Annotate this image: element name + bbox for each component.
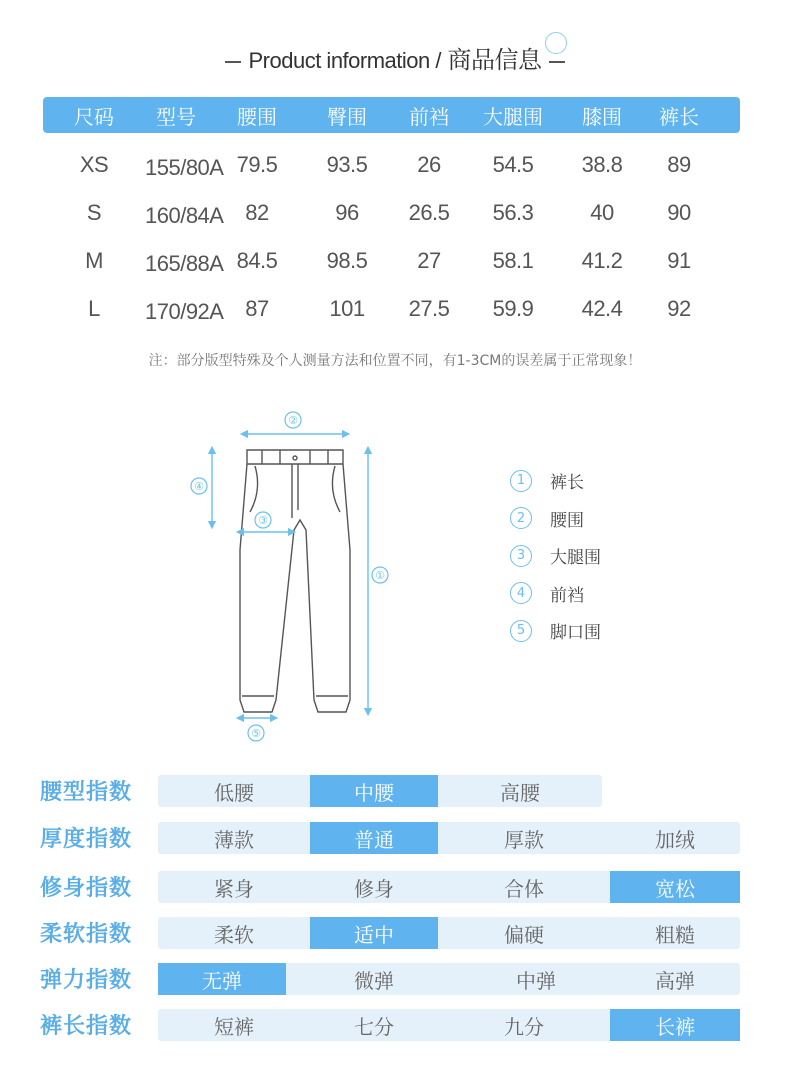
header-thigh: 大腿围 (483, 104, 543, 129)
table-row (43, 241, 740, 281)
cell-length: 92 (667, 296, 691, 321)
index-option-selected: 中腰 (310, 775, 438, 807)
index-option-selected: 长裤 (610, 1009, 740, 1041)
header-length: 裤长 (659, 104, 699, 129)
index-option-selected: 普通 (310, 822, 438, 854)
index-option: 薄款 (214, 827, 254, 852)
legend-label: 裤长 (550, 473, 584, 494)
title-dash-right (549, 61, 565, 63)
legend-number: 5 (510, 620, 532, 642)
cell-knee: 41.2 (581, 248, 623, 273)
cell-thigh: 58.1 (492, 248, 534, 273)
table-row (43, 289, 740, 329)
index-option: 柔软 (214, 922, 254, 947)
diagram-legend (510, 462, 601, 650)
cell-waist: 87 (245, 296, 269, 321)
index-option: 修身 (354, 876, 394, 901)
cell-waist: 79.5 (236, 152, 278, 177)
cell-thigh: 54.5 (492, 152, 534, 177)
cell-thigh: 59.9 (492, 296, 534, 321)
title-cn: 商品信息 (447, 46, 542, 74)
marker-2: ② (288, 414, 298, 427)
cell-front-rise: 26.5 (408, 200, 450, 225)
cell-size: S (86, 200, 102, 225)
header-size: 尺码 (74, 104, 114, 129)
cell-model: 155/80A (145, 155, 224, 180)
index-bar-stretch (158, 963, 740, 995)
cell-hip: 93.5 (326, 152, 368, 177)
index-option: 九分 (504, 1014, 544, 1039)
legend-label: 脚口围 (550, 623, 601, 644)
index-option: 厚款 (504, 827, 544, 852)
cell-thigh: 56.3 (492, 200, 534, 225)
index-label-fit: 修身指数 (40, 876, 133, 901)
title-dash-left (225, 61, 241, 63)
cell-size: L (88, 296, 100, 321)
pants-outline-icon (240, 450, 350, 712)
cell-hip: 101 (329, 296, 365, 321)
index-label-waist: 腰型指数 (40, 780, 133, 805)
header-front-rise: 前裆 (409, 104, 449, 129)
marker-3: ③ (258, 514, 268, 527)
cell-knee: 38.8 (581, 152, 623, 177)
index-option: 短裤 (214, 1014, 254, 1039)
cell-length: 90 (667, 200, 691, 225)
index-option: 微弹 (354, 968, 394, 993)
pants-measurement-diagram (180, 400, 420, 750)
size-table-header (43, 97, 740, 133)
measurement-note: 注：部分版型特殊及个人测量方法和位置不同，有1-3CM的误差属于正常现象！ (148, 353, 642, 369)
cell-length: 91 (667, 248, 691, 273)
cell-knee: 40 (590, 200, 614, 225)
legend-item (510, 500, 601, 538)
cell-hip: 98.5 (326, 248, 368, 273)
legend-label: 腰围 (550, 510, 584, 531)
cell-size: XS (79, 152, 109, 177)
index-option-selected: 宽松 (610, 871, 740, 903)
index-bar-fit (158, 871, 740, 903)
index-option: 合体 (504, 876, 544, 901)
legend-number: 2 (510, 507, 532, 529)
index-option: 加绒 (655, 827, 695, 852)
index-label-softness: 柔软指数 (40, 922, 133, 947)
header-model: 型号 (156, 104, 196, 129)
cell-front-rise: 26 (417, 152, 441, 177)
legend-label: 大腿围 (550, 548, 601, 569)
marker-4: ④ (194, 480, 204, 493)
cell-size: M (85, 248, 103, 273)
index-label-stretch: 弹力指数 (40, 968, 133, 993)
header-hip: 臀围 (327, 104, 367, 129)
index-bar-softness (158, 917, 740, 949)
index-label-length: 裤长指数 (40, 1014, 133, 1039)
cell-model: 160/84A (145, 203, 224, 228)
cell-front-rise: 27.5 (408, 296, 450, 321)
decorative-circle-icon (545, 32, 567, 54)
cell-hip: 96 (335, 200, 359, 225)
index-bar-waist (158, 775, 602, 807)
index-option: 高弹 (655, 968, 695, 993)
legend-number: 3 (510, 545, 532, 567)
index-label-thickness: 厚度指数 (40, 827, 133, 852)
cell-model: 170/92A (145, 299, 224, 324)
table-row (43, 193, 740, 233)
index-bar-length (158, 1009, 740, 1041)
cell-front-rise: 27 (417, 248, 441, 273)
cell-model: 165/88A (145, 251, 224, 276)
cell-waist: 84.5 (236, 248, 278, 273)
header-knee: 膝围 (582, 104, 622, 129)
cell-length: 89 (667, 152, 691, 177)
marker-5: ⑤ (251, 727, 261, 740)
legend-item (510, 612, 601, 650)
index-bar-thickness (158, 822, 740, 854)
legend-item (510, 537, 601, 575)
legend-number: 1 (510, 470, 532, 492)
index-option: 偏硬 (504, 922, 544, 947)
header-waist: 腰围 (237, 104, 277, 129)
legend-label: 前裆 (550, 585, 584, 606)
page-title (0, 40, 790, 75)
cell-waist: 82 (245, 200, 269, 225)
index-option: 中弹 (516, 968, 556, 993)
title-en: Product information / (248, 48, 441, 73)
index-option: 粗糙 (655, 922, 695, 947)
legend-number: 4 (510, 582, 532, 604)
index-option: 高腰 (500, 780, 540, 805)
legend-item (510, 575, 601, 613)
index-option: 七分 (354, 1014, 394, 1039)
legend-item (510, 462, 601, 500)
index-option: 紧身 (214, 876, 254, 901)
index-option-selected: 无弹 (158, 963, 286, 995)
cell-knee: 42.4 (581, 296, 623, 321)
index-option-selected: 适中 (310, 917, 438, 949)
index-option: 低腰 (214, 780, 254, 805)
marker-1: ① (375, 569, 385, 582)
table-row (43, 145, 740, 185)
